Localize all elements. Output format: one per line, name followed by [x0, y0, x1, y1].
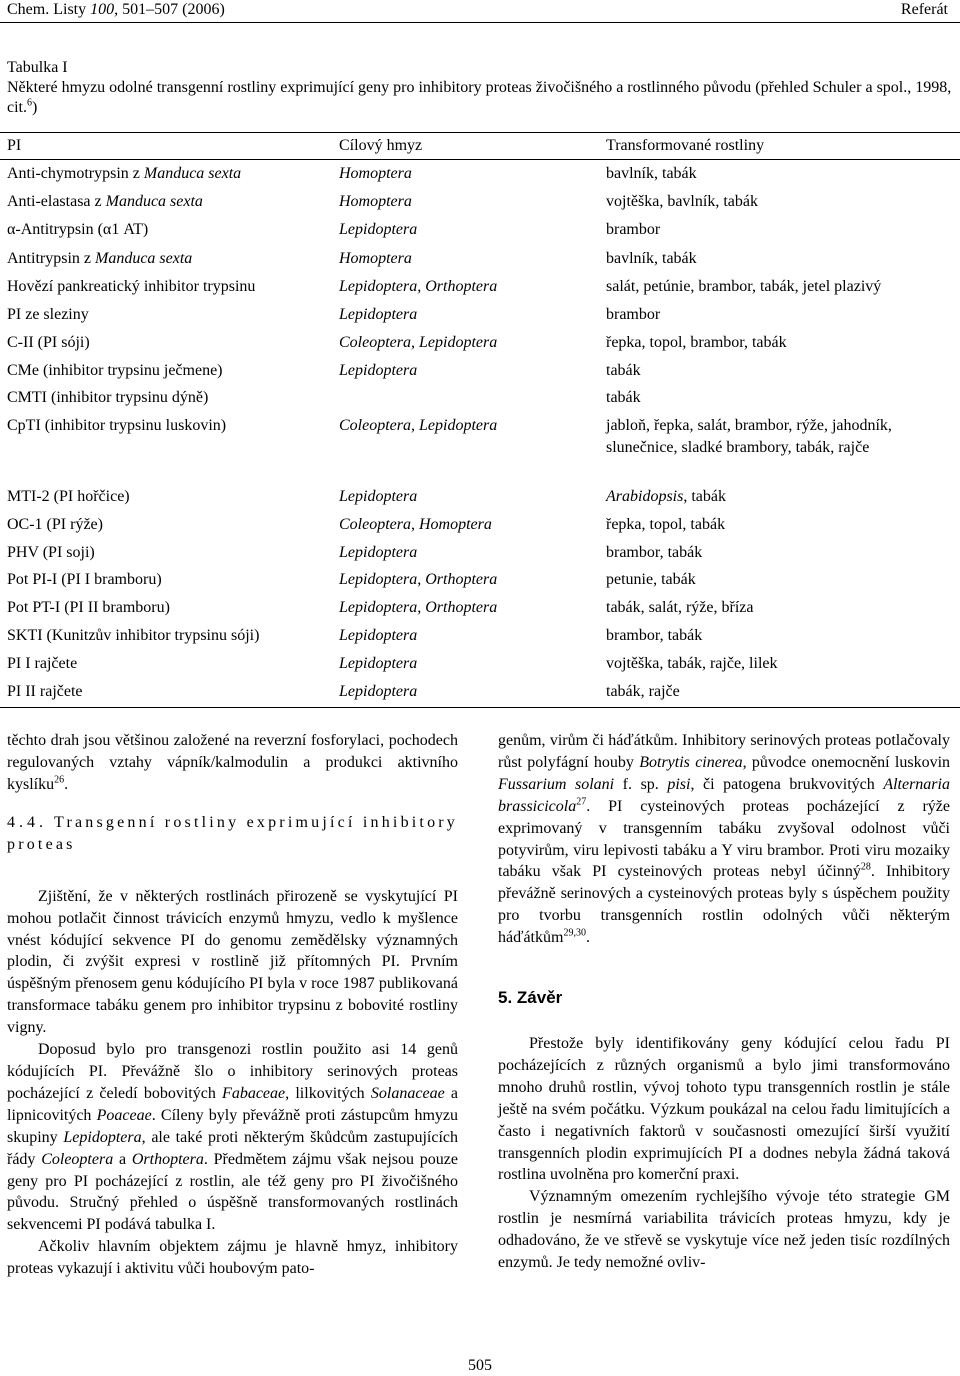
- cell-plants: tabák, rajče: [606, 683, 680, 700]
- cell-insect: Lepidoptera: [339, 362, 418, 379]
- ref-26: 26: [54, 774, 65, 786]
- journal-pages: , 501–507 (2006): [114, 1, 225, 18]
- cell-plants: tabák: [606, 389, 641, 406]
- cell-insect: Lepidoptera, Orthoptera: [339, 278, 498, 295]
- cell-pi: Anti-chymotrypsin z Manduca sexta: [7, 165, 242, 182]
- ref-27: 27: [576, 796, 587, 808]
- cell-pi: CMe (inhibitor trypsinu ječmene): [7, 362, 223, 379]
- left-column: [7, 730, 458, 1280]
- page-number: 505: [468, 1357, 492, 1374]
- caption-ref: 6: [27, 97, 32, 109]
- cell-pi: PI II rajčete: [7, 683, 83, 700]
- running-header-journal: [7, 0, 225, 20]
- cell-insect: Lepidoptera: [339, 544, 418, 561]
- cell-pi: C-II (PI sóji): [7, 334, 90, 351]
- left-paragraph-4: Ačkoliv hlavním objektem zájmu je hlavně hmyz, inhibitory proteas vykazují i aktivitu vůči houbovým pato-: [7, 1238, 458, 1278]
- cell-insect: Homoptera: [339, 250, 412, 267]
- journal-name: Chem. Listy: [7, 1, 87, 18]
- col-header-pi: PI: [7, 137, 22, 154]
- cell-insect: Lepidoptera: [339, 488, 418, 505]
- cell-plants: bavlník, tabák: [606, 250, 697, 267]
- cell-plants: brambor: [606, 306, 661, 323]
- cell-plants: brambor: [606, 221, 661, 238]
- cell-plants: petunie, tabák: [606, 571, 696, 588]
- cell-plants: řepka, topol, tabák: [606, 516, 726, 533]
- right-paragraph-1: genům, virům či háďátkům. Inhibitory serinových proteas potlačovaly růst polyfágní houby Botrytis cinerea, původce onemocnění luskovin Fussarium solani f. sp. pisi, či patogena brukvovitých Alternaria brassicicola$^{27}$. PI cysteinových proteas pocházející z rýže exprimovaný v transgenním tabáku zvyšoval odolnost vůči potyvirům, viru lepivosti tabáku a Y viru brambor. Proti viru mozaiky tabáku však PI cysteinových proteas nebyl účinný$^{28}$. Inhibitory převážně serinových a cysteinových proteas byly s úspěchem použity pro tvorbu transgenních rostlin odolných vůči některým háďátkům$^{29,30}$.: [498, 732, 951, 947]
- cell-pi: α-Antitrypsin (α1 AT): [7, 221, 149, 238]
- running-header-section: Referát: [900, 1, 948, 18]
- cell-plants: řepka, topol, brambor, tabák: [606, 334, 787, 351]
- cell-pi: PI I rajčete: [7, 655, 78, 672]
- left-paragraph-1: těchto drah jsou většinou založené na reverzní fosforylaci, pochodech regulovaných vztahy vápník/kalmodulin a produkci aktivního kyslíku$^{26}$.: [7, 732, 458, 793]
- col-header-insect: Cílový hmyz: [339, 137, 423, 154]
- cell-insect: Homoptera: [339, 193, 412, 210]
- cell-insect: Coleoptera, Homoptera: [339, 516, 492, 533]
- cell-insect: Coleoptera, Lepidoptera: [339, 334, 498, 351]
- cell-insect: Lepidoptera, Orthoptera: [339, 599, 498, 616]
- cell-pi: PI ze sleziny: [7, 306, 89, 323]
- cell-pi: CpTI (inhibitor trypsinu luskovin): [7, 417, 227, 434]
- table-top-rule: [0, 132, 960, 133]
- cell-pi: OC-1 (PI rýže): [7, 516, 103, 533]
- cell-plants: brambor, tabák: [606, 627, 703, 644]
- header-rule: [0, 22, 960, 23]
- cell-plants: salát, petúnie, brambor, tabák, jetel plazivý: [606, 278, 882, 295]
- cell-plants: brambor, tabák: [606, 544, 703, 561]
- cell-insect: Lepidoptera: [339, 627, 418, 644]
- cell-plants: Arabidopsis, tabák: [606, 488, 726, 505]
- cell-plants: tabák, salát, rýže, bříza: [606, 599, 754, 616]
- ref-28: 28: [860, 862, 871, 874]
- cell-pi: PHV (PI soji): [7, 544, 95, 561]
- cell-pi: MTI-2 (PI hořčice): [7, 488, 130, 505]
- col-header-plants: Transformované rostliny: [606, 137, 765, 154]
- cell-insect: Lepidoptera: [339, 221, 418, 238]
- ref-29-30: 29,30: [563, 927, 586, 939]
- cell-plants: tabák: [606, 362, 641, 379]
- table-caption-text: Některé hmyzu odolné transgenní rostliny exprimující geny pro inhibitory proteas živočišného a rostlinného původu (přehled Schuler a spol., 1998, cit.$^6$): [7, 79, 952, 116]
- cell-insect: Lepidoptera, Orthoptera: [339, 571, 498, 588]
- section-number: 4.4.: [7, 813, 47, 831]
- journal-volume: 100: [90, 1, 115, 18]
- table-caption: [7, 58, 953, 118]
- left-paragraph-2: Zjištění, že v některých rostlinách přirozeně se vyskytující PI mohou potlačit činnost trávicích enzymů hmyzu, vedlo k myšlence vnést kódující sekvence PI do genomu zemědělsky významných plodin, či zvýšit expresi v rostlině již přítomných PI. Prvním úspěšným přenosem genu kódujícího PI byla v roce 1987 publikovaná transformace tabáku genem pro inhibitor trypsinu z bobovité rostliny vigny.: [7, 887, 458, 1037]
- cell-pi: Anti-elastasa z Manduca sexta: [7, 193, 203, 210]
- cell-plants: vojtěška, tabák, rajče, lilek: [606, 655, 778, 672]
- cell-plants: vojtěška, bavlník, tabák: [606, 193, 758, 210]
- cell-pi: SKTI (Kunitzův inhibitor trypsinu sóji): [7, 627, 260, 644]
- section-heading-4-4: [7, 812, 458, 856]
- cell-pi: Antitrypsin z Manduca sexta: [7, 250, 193, 267]
- cell-plants: bavlník, tabák: [606, 165, 697, 182]
- cell-pi: CMTI (inhibitor trypsinu dýně): [7, 389, 209, 406]
- cell-insect: Lepidoptera: [339, 655, 418, 672]
- right-paragraph-3: Významným omezením rychlejšího vývoje této strategie GM rostlin je nesmírná variabilita trávicích proteas hmyzu, kdy je odhadováno, že ve střevě se vyskytuje více než jeden tisíc rozdílných enzymů. Je tedy nemožné ovliv-: [498, 1188, 950, 1272]
- right-paragraph-2: Přestože byly identifikovány geny kódující celou řadu PI pocházejících z různých organismů a bylo jimi transformováno mnoho druhů rostlin, vývoj tohoto typu transgenních rostlin je stále ještě na svém počátku. Výzkum poukázal na celou řadu limitujících a často i negativních faktorů v současnosti omezující širší využití transgenních plodin exprimujících PI a dodnes nebyla žádná taková rostlina uvolněna pro komerční praxi.: [498, 1034, 950, 1184]
- right-column: [498, 730, 950, 1274]
- cell-insect: Lepidoptera: [339, 683, 418, 700]
- cell-plants: jabloň, řepka, salát, brambor, rýže, jahodník, slunečnice, sladké brambory, tabák, rajče: [606, 417, 892, 456]
- cell-insect: Homoptera: [339, 165, 412, 182]
- cell-pi: Pot PI-I (PI I bramboru): [7, 571, 162, 588]
- cell-pi: Pot PT-I (PI II bramboru): [7, 599, 170, 616]
- section-title: Transgenní rostliny exprimující inhibitory proteas: [7, 813, 458, 853]
- table-header-rule: [0, 159, 960, 160]
- cell-insect: Coleoptera, Lepidoptera: [339, 417, 498, 434]
- cell-pi: Hovězí pankreatický inhibitor trypsinu: [7, 278, 256, 295]
- cell-insect: Lepidoptera: [339, 306, 418, 323]
- section-heading-5: 5. Závěr: [498, 988, 563, 1008]
- table-bottom-rule: [0, 707, 960, 708]
- table-label: Tabulka I: [7, 59, 68, 76]
- left-paragraph-3: Doposud bylo pro transgenozi rostlin použito asi 14 genů kódujících PI. Převážně šlo o inhibitory serinových proteas pocházející z čeledí bobovitých Fabaceae, lilkovitých Solanaceae a lipnicovitých Poaceae. Cíleny byly převážně proti zástupcům hmyzu skupiny Lepidoptera, ale také proti některým škůdcům zastupujících řády Coleoptera a Orthoptera. Předmětem zájmu však nejsou pouze geny pro PI pocházející z rostlin, ale též geny pro PI živočišného původu. Stručný přehled o úspěšně transformovaných rostlinách sekvencemi PI podává tabulka I.: [7, 1041, 459, 1234]
